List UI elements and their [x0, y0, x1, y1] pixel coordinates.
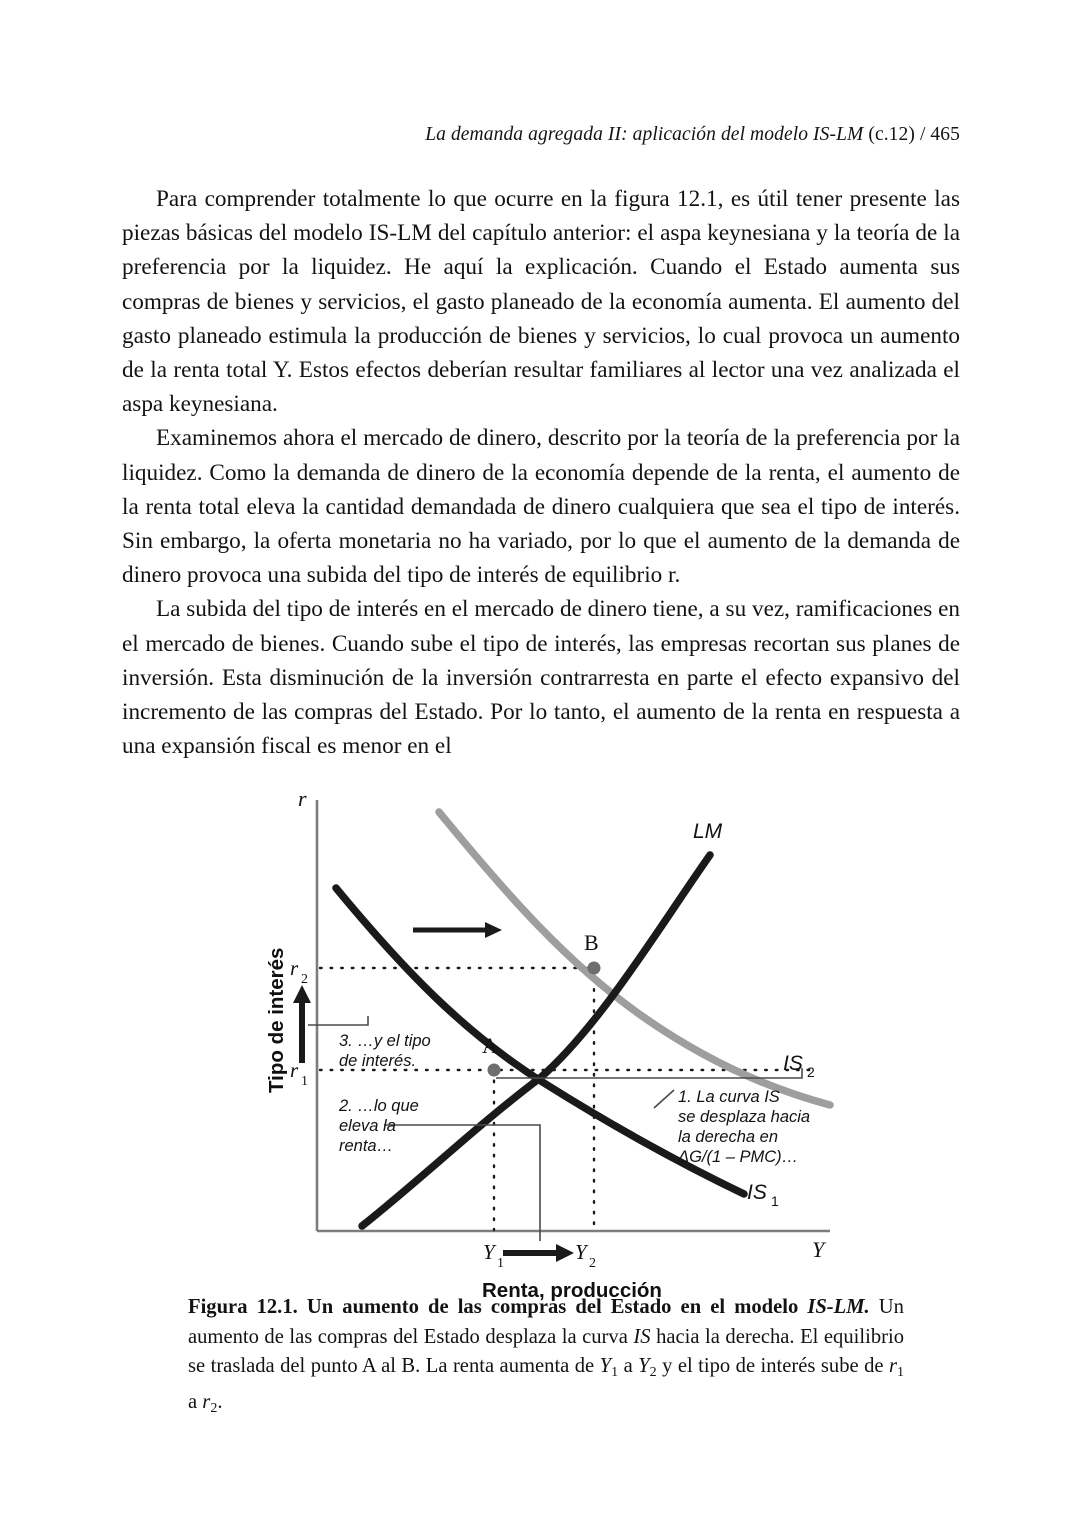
paragraph-3-text: La subida del tipo de interés en el mercado de dinero tiene, a su vez, ramificaciones en el mercado de bienes. Cuando sube el tipo de interés, las empresas recortan sus planes de inversión. Esta disminución de la inversión contrarresta en parte el efecto expansivo del incremento de las compras del Estado. Por lo tanto, el aumento de la renta en respuesta a una expansión fiscal es menor en el: [122, 596, 960, 760]
paragraph-2-text: Examinemos ahora el mercado de dinero, descrito por la teoría de la preferencia por la liquidez. Como la demanda de dinero de la economía depende de la renta, el aumento de la renta total eleva la cantidad demandada de dinero cualquiera que sea el tipo de interés. Sin embargo, la oferta monetaria no ha variado, por lo que el aumento de la demanda de dinero provoca una subida del tipo de interés de equilibrio r.: [122, 425, 960, 589]
paragraph-1-text: Para comprender totalmente lo que ocurre en la figura 12.1, es útil tener presente las piezas básicas del modelo IS-LM del capítulo anterior: el aspa keynesiana y la teoría de la preferencia por la liquidez. He aquí la explicación. Cuando el Estado aumenta sus compras de bienes y servicios, el gasto planeado de la economía aumenta. El aumento del gasto planeado estimula la producción de bienes y servicios, lo cual provoca un aumento de la renta total Y. Estos efectos deberían resultar familiares al lector una vez analizada el aspa keynesiana.: [122, 186, 960, 418]
is1-curve-label: [747, 1181, 779, 1209]
svg-text:2: 2: [301, 972, 308, 987]
annotation-1-pointer: [654, 1090, 674, 1108]
svg-text:2: 2: [589, 1256, 596, 1271]
lm-curve-label: LM: [693, 820, 723, 843]
y-tick-r2: [290, 956, 308, 987]
svg-text:eleva la: eleva la: [339, 1117, 396, 1135]
y-axis-title: Tipo de interés: [265, 947, 288, 1093]
annotation-3: [339, 1032, 431, 1070]
caption-r1-sub: 1: [897, 1365, 904, 1381]
svg-text:Y: Y: [483, 1240, 495, 1264]
caption-r2-sub: 2: [210, 1400, 218, 1416]
svg-text:Y: Y: [575, 1240, 587, 1264]
running-head-title: La demanda agregada II: aplicación del modelo IS-LM: [425, 124, 864, 145]
svg-text:1: 1: [771, 1193, 779, 1209]
svg-text:r: r: [290, 956, 299, 980]
caption-rest-2: hacia la derecha. El equilibrio se traslada del punto A al B. La renta aumenta de: [188, 1325, 904, 1378]
is-lm-diagram: [250, 778, 850, 1308]
svg-text:1: 1: [497, 1256, 504, 1271]
figure-caption: [188, 1293, 904, 1423]
svg-text:2: 2: [807, 1064, 815, 1080]
is-shift-arrow: [413, 922, 502, 938]
equilibrium-point-a: [488, 1064, 501, 1077]
caption-rest-4: y el tipo de interés sube de: [656, 1355, 889, 1378]
figure-12-1: [0, 778, 1080, 1308]
caption-r2: r: [202, 1390, 211, 1413]
caption-y2-sub: 2: [649, 1365, 657, 1381]
caption-rest-5: a: [188, 1390, 203, 1413]
svg-text:la derecha en: la derecha en: [678, 1128, 778, 1146]
svg-text:IS: IS: [747, 1181, 767, 1204]
caption-rest-3: a: [618, 1355, 639, 1378]
caption-r1: r: [888, 1355, 897, 1378]
annotation-1: [677, 1088, 810, 1166]
caption-y1: Y: [599, 1355, 612, 1378]
point-b-label: B: [584, 930, 599, 955]
caption-italic-is: IS: [633, 1325, 651, 1348]
svg-text:3. …y el tipo: 3. …y el tipo: [339, 1032, 431, 1050]
running-head-page: (c.12) / 465: [863, 124, 960, 145]
x-axis-symbol: Y: [812, 1237, 825, 1262]
caption-y2: Y: [638, 1355, 650, 1378]
income-shift-arrow: [503, 1244, 574, 1262]
svg-text:1: 1: [301, 1074, 308, 1089]
caption-bold-italic: IS-LM.: [807, 1296, 870, 1318]
is2-curve-label: [783, 1052, 815, 1080]
svg-text:r: r: [290, 1058, 299, 1082]
caption-y1-sub: 1: [611, 1365, 619, 1381]
annotation-2: [338, 1097, 419, 1155]
svg-text:IS: IS: [783, 1052, 803, 1075]
rate-shift-arrow: [293, 985, 311, 1063]
y-axis-symbol: r: [298, 786, 307, 811]
running-head: [120, 124, 960, 146]
paragraph-3: [122, 592, 960, 763]
svg-text:1. La curva IS: 1. La curva IS: [678, 1088, 780, 1106]
svg-text:2. …lo que: 2. …lo que: [339, 1097, 419, 1115]
is2-curve: [439, 812, 830, 1105]
paragraph-1: [122, 182, 960, 421]
point-a-label: A: [482, 1033, 498, 1058]
body-text: [122, 182, 960, 763]
caption-rest-1: Un aumento de las compras del Estado desplaza la curva: [188, 1296, 904, 1348]
svg-text:se desplaza hacia: se desplaza hacia: [678, 1108, 811, 1126]
paragraph-2: [122, 421, 960, 592]
svg-text:de interés.: de interés.: [339, 1052, 417, 1070]
caption-bold-lead: Figura 12.1. Un aumento de las compras del Estado en el modelo: [188, 1296, 808, 1318]
caption-rest-6: .: [217, 1390, 223, 1413]
svg-text:ΔG/(1 – PMC)…: ΔG/(1 – PMC)…: [678, 1148, 799, 1166]
equilibrium-point-b: [588, 962, 601, 975]
x-axis-title: Renta, producción: [482, 1279, 662, 1302]
x-tick-y2: [575, 1240, 596, 1271]
x-tick-y1: [483, 1240, 504, 1271]
svg-text:renta…: renta…: [339, 1137, 394, 1155]
